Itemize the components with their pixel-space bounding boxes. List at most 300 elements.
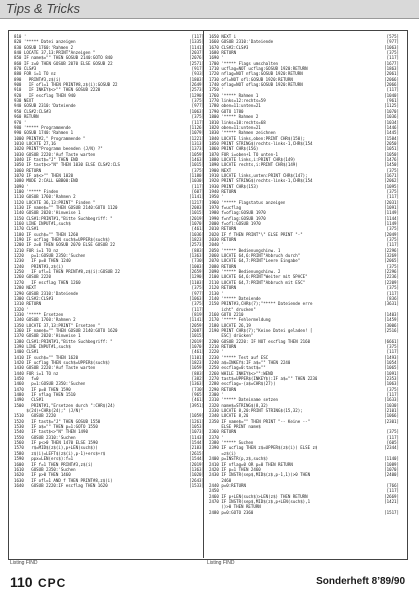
page-header — [0, 0, 419, 19]
code-text: 1120 LOCATE 36,13:PRINT" Finden " — [14, 199, 96, 205]
checksum: [2400] — [384, 472, 399, 478]
code-text: 1200 IF z=0 THEN GOSUB 2070 ELSE GOSUB 22 — [14, 242, 116, 248]
checksum: [3269] — [384, 253, 399, 259]
code-text: 1550 GOSUB 2310:'Suchen — [14, 434, 76, 440]
checksum: [2209] — [384, 279, 399, 285]
checksum: [730] — [191, 386, 204, 392]
code-text: 2480 p=0:GOTO 2360 — [209, 509, 254, 515]
checksum: [1091] — [384, 205, 399, 210]
checksum: [2101] — [384, 408, 399, 414]
code-text: 1360 IF name$="" THEN GOSUB 2140:GOTO 1620 — [14, 327, 118, 333]
checksum: [2516] — [384, 327, 399, 333]
code-text: 2450 ' — [209, 488, 224, 494]
code-text: 1400 CLS#1 — [14, 349, 39, 355]
checksum: [2059] — [189, 322, 204, 328]
checksum: [1450] — [384, 162, 399, 168]
checksum: [117] — [386, 55, 399, 61]
checksum: [819] — [191, 311, 204, 317]
checksum: [1070] — [189, 221, 204, 227]
code-text: 950 CLS#2:CLS#3 — [14, 108, 51, 114]
code-text: 1540 IF tast$<>"N" THEN 1490 — [14, 429, 88, 435]
checksum: [977] — [191, 103, 204, 109]
checksum: [2019] — [189, 215, 204, 221]
code-text: 1080 MODE 2:CALL &BB00:END — [14, 178, 79, 184]
checksum: [3006] — [384, 322, 399, 328]
code-text: 2210 RETURN — [209, 343, 237, 349]
code-text: 1820 oben=11:unten=21 — [209, 124, 261, 130]
checksum: [1030] — [384, 402, 399, 408]
checksum: [375] — [386, 285, 399, 291]
page-number: 110 — [10, 574, 33, 590]
code-text: 1560 IF p<>0 THEN 1470 ELSE 1590 — [14, 440, 98, 446]
code-text: 2080 RETURN — [209, 263, 237, 269]
checksum: [1003] — [189, 263, 204, 269]
checksum: [1126] — [189, 124, 204, 130]
code-text: 1470 IF p=0 THEN 1590 — [14, 386, 71, 392]
checksum: [605] — [386, 440, 399, 446]
code-text: 1840 LOCATE links,oben:PRINT CHR$(150); — [209, 135, 306, 141]
code-text: 2160 GOTO 2210 — [209, 311, 244, 317]
code-text: 2130 ' — [209, 290, 224, 296]
checksum: [375] — [386, 226, 399, 232]
code-text: 1680 RETURN — [209, 50, 237, 56]
checksum: [1079] — [189, 130, 204, 136]
code-text: 1410 IF such$="" THEN 1620 — [14, 354, 79, 360]
code-text: 1730 ofl=NOT ofl:GOSUB 1920:RETURN — [209, 76, 293, 82]
checksum: [1066] — [384, 413, 399, 419]
code-text: 1050 IF tast$<>"N" THEN 1030 ELSE CLS#2:CLS — [14, 162, 120, 168]
checksum: [1823] — [189, 359, 204, 365]
checksum: [1149] — [384, 210, 399, 216]
code-text: 1760 '***** Rahmen 1 — [209, 92, 259, 98]
checksum: [117] — [386, 392, 399, 398]
code-text: 1310 RETURN — [14, 301, 42, 307]
checksum: [375] — [386, 167, 399, 173]
checksum: [2087] — [189, 327, 204, 333]
checksum: [375] — [386, 237, 399, 243]
code-text: 890 PRINT#3,z$(i) — [14, 76, 61, 82]
checksum: [117] — [386, 87, 399, 93]
code-text: 1530 IF a$="" THEN p=1:GOTO 1550 — [14, 424, 98, 430]
code-text: 1480 IF nflag THEN 1510 — [14, 392, 76, 398]
checksum: [382] — [191, 376, 204, 381]
listing-column-right — [209, 34, 399, 554]
code-text: 1340 GOSUB 1760:'Rahmen 2 — [14, 317, 76, 323]
checksum: [1020] — [189, 472, 204, 478]
code-text: 1990 f=nflag:GOSUB 1970 — [209, 215, 266, 221]
code-text: 1810 links=10:rechts=68 — [209, 119, 266, 125]
checksum: [961] — [386, 98, 399, 104]
code-text: 1040 IF tast$="J" THEN END — [14, 156, 79, 162]
code-text: 2170 '***** Fehlermeldung — [209, 317, 271, 323]
checksum: [2353] — [384, 376, 399, 381]
code-text: 980 '***** Programmende — [14, 124, 71, 130]
checksum: [1050] — [384, 151, 399, 157]
checksum: [1493] — [384, 354, 399, 360]
code-text: 2380 '***** Suchen — [209, 440, 254, 446]
checksum: [117] — [386, 349, 399, 355]
checksum: [1070] — [384, 466, 399, 472]
code-text: 1420 IF ucflag THEN such$=UPPER$(such$) — [14, 359, 111, 365]
code-text: 1750 ' — [209, 87, 224, 93]
code-text: 1770 links=12:rechts=59 — [209, 98, 266, 104]
code-text: 1930 PRINT CHR$(153) — [209, 183, 259, 189]
checksum: [766] — [386, 482, 399, 488]
checksum: [1015] — [189, 333, 204, 339]
checksum: [2037] — [189, 50, 204, 56]
checksum: [1677] — [384, 60, 399, 66]
code-text: 2330 LOCATE 8,20:PRINT STRING$(15,32); — [209, 408, 303, 414]
code-text: 1600 IF f=1 THEN PRINT#3,z$(i) — [14, 461, 93, 467]
code-text: 1780 oben=11:unten=21 — [209, 103, 261, 109]
checksum: [375] — [386, 429, 399, 435]
checksum: [1059] — [189, 151, 204, 157]
checksum: [117] — [386, 488, 399, 494]
checksum: [375] — [386, 263, 399, 269]
checksum: [1036] — [384, 114, 399, 120]
checksum: [1180] — [189, 172, 204, 178]
code-text: 900 IF ofl=1 THEN PRINT#8,z$(i):GOSUB 22 — [14, 82, 118, 88]
code-text: 1500 PRINT#1,"Ersetzen durch ":CHR$(24) — [14, 402, 116, 408]
checksum: [1059] — [189, 413, 204, 419]
checksum: [2649] — [189, 82, 204, 88]
code-text: 1880 LOCATE links,i:PRINT CHR$(149) — [209, 156, 296, 162]
code-text: 1920 PRINT STRING$(rechts-links-1,CHR$(154 — [209, 178, 313, 184]
checksum: [1034] — [384, 119, 399, 125]
code-text: 1000 PRINT#2," Programmende " — [14, 135, 86, 141]
code-text: 1640 GOSUB 2220:IF escflag THEN 1620 — [14, 482, 108, 488]
code-text: 1700 '***** Flags umschalten — [209, 60, 279, 66]
code-text: 870 CLS#3 — [14, 66, 37, 72]
code-text: 1690 ' — [209, 55, 224, 61]
code-text: 2470 IF INSTR(sep$,MID$(z$,p+LEN(such$),1 — [209, 498, 311, 504]
code-text: 1950 ' — [209, 194, 224, 200]
checksum: [883] — [191, 247, 204, 253]
code-text: 1650 NEXT i — [209, 34, 237, 39]
checksum: [1030] — [189, 178, 204, 184]
code-text: 2440 p=0:RETURN — [209, 482, 246, 488]
code-text: 1010 LOCATE 27,16 — [14, 140, 56, 146]
code-text: 880 FOR i=1 TO nz — [14, 71, 56, 77]
checksum: [1141] — [189, 317, 204, 323]
code-text: 1100 '***** Finden — [14, 188, 59, 194]
code-text: 2430 IF INSTR(sep$,MID$(z$,p-1,1))>0 THEN — [209, 472, 311, 478]
checksum: [1073] — [189, 429, 204, 435]
checksum: [1544] — [189, 440, 204, 446]
checksum: [1373] — [189, 146, 204, 152]
checksum: [1063] — [384, 44, 399, 50]
checksum: [1143] — [189, 434, 204, 440]
checksum: [375] — [191, 114, 204, 120]
checksum: [375] — [386, 343, 399, 349]
code-text: 1260 GOSUB 2220 — [14, 274, 51, 280]
checksum: [917] — [191, 66, 204, 72]
code-text: 1590 ppx=LEN(ers$):f=1 — [14, 456, 74, 462]
code-text: 930 NEXT — [14, 98, 34, 104]
code-text: 1230 IF p=0 THEN 1240 — [14, 258, 71, 264]
code-text: 1660 GOSUB 2310:'Dateiende — [209, 39, 274, 45]
checksum: [1671] — [384, 172, 399, 178]
code-text: 1290 GOSUB 2310:'Dateiende — [14, 290, 79, 296]
code-text: 2340 LOCATE 8,20 — [209, 413, 249, 419]
code-text: 920 IF escflag THEN 940 — [14, 92, 76, 98]
checksum: [1313] — [189, 140, 204, 146]
checksum: [1290] — [189, 92, 204, 98]
code-text: 1570 r$=MID$(z$(i),p+LEN(such$)) — [14, 445, 98, 451]
code-text: 1740 oflag=NOT oflag:GOSUB 1920:RETURN — [209, 82, 303, 88]
code-text: 1150 CLS#1:PRINT#1,"Bitte Suchbegriff: " — [14, 215, 113, 221]
checksum: [3631] — [384, 301, 399, 307]
code-text: 1970 f=ucflag — [209, 205, 242, 210]
listing-column-left — [14, 34, 204, 554]
checksum: [1459] — [384, 317, 399, 323]
code-text: 2400 p=INSTR(p,z$,such$) — [209, 456, 269, 462]
checksum: [965] — [191, 392, 204, 398]
code-text: 1440 FOR i=1 TO nz — [14, 370, 59, 376]
code-text: 2370 ' — [209, 434, 224, 440]
code-text: 2190 PRINT CHR$(7);"Keine Datei geladen! [ — [209, 327, 313, 333]
code-text: 2350 IF name$="" THEN PRINT "-- Keine --" — [209, 418, 311, 424]
checksum: [1533] — [189, 482, 204, 488]
checksum: [2183] — [189, 445, 204, 451]
code-text: =z$(i) — [209, 450, 237, 456]
checksum: [3951] — [189, 402, 204, 408]
checksum: [1363] — [189, 381, 204, 387]
code-text: 2010 RETURN — [209, 226, 237, 232]
checksum: [2296] — [384, 247, 399, 253]
checksum: [1103] — [189, 279, 204, 285]
checksum: [1063] — [384, 381, 399, 387]
checksum: [1421] — [384, 498, 399, 504]
code-text: 2360 RETURN — [209, 429, 237, 435]
checksum: [1463] — [189, 156, 204, 162]
code-text: 820 '***** Datei anzeigen — [14, 39, 76, 45]
code-text: 2070 LOCATE 64,7:PRINT"Leere Eingabe" — [209, 258, 301, 264]
checksum: [1089] — [384, 461, 399, 467]
code-text: 2270 tast$=UPPER$(INKEY$):IF a$="" THEN 2230 — [209, 376, 318, 381]
checksum: [2062] — [384, 178, 399, 184]
checksum: [2019] — [189, 461, 204, 467]
code-text: 1030 GOSUB 2220:'Auf Taste warten — [14, 151, 96, 157]
code-text: 2310 '***** Dateiname setzen — [209, 397, 279, 403]
code-text: 2300 ' — [209, 392, 224, 398]
code-text: 2050 '***** Bedienungshinw. 1 — [209, 247, 281, 253]
code-text: 1220 p=1:GOSUB 2350:'Suchen — [14, 253, 86, 259]
checksum: [2643] — [189, 477, 204, 483]
checksum: [1015] — [189, 210, 204, 216]
checksum: [1863] — [384, 66, 399, 72]
checksum: [2061] — [384, 71, 399, 77]
code-text: 810 ' — [14, 34, 27, 39]
issue-label: Sonderheft 8’89/90 — [316, 576, 405, 587]
code-text: 1940 RETURN — [209, 188, 237, 194]
code-text: 2260 WHILE INKEY$<>"":WEND — [209, 370, 274, 376]
checksum: [2083] — [189, 205, 204, 210]
checksum: [117] — [386, 242, 399, 248]
checksum: [1059] — [189, 365, 204, 371]
code-text: 1240 PRINT#3,z$(i) — [14, 263, 64, 269]
code-text: 2460 — [209, 477, 232, 483]
code-text: 1330 '***** Ersetzen — [14, 311, 64, 317]
checksum: [1517] — [384, 509, 399, 515]
checksum: [2050] — [384, 140, 399, 146]
checksum: [1036] — [189, 231, 204, 237]
listing-label-left: Listing FIND — [10, 560, 38, 566]
code-text: 830 GOSUB 1760:'Rahmen 2 — [14, 44, 74, 50]
code-text: 1380 CLS#1:PRINT#1,"Bitte Suchbegriff: " — [14, 338, 113, 344]
checksum: [933] — [191, 71, 204, 77]
code-text: 2240 a$=INKEY$:IF a$="" THEN 2240 — [209, 359, 291, 365]
checksum: [117] — [191, 306, 204, 312]
checksum: [2065] — [384, 258, 399, 264]
code-text: 1210 FOR i=1 TO nz — [14, 247, 59, 253]
checksum: [1051] — [384, 146, 399, 152]
checksum: [2659] — [189, 269, 204, 275]
checksum: [117] — [191, 183, 204, 189]
code-text: 1490 CLS#1 — [14, 397, 44, 403]
code-line — [209, 510, 399, 515]
checksum: [375] — [386, 50, 399, 56]
code-text: 1960 '***** Flagstatus anzeigen — [209, 199, 286, 205]
code-text: 1430 GOSUB 2220:'Auf Taste warten — [14, 365, 96, 371]
checksum: [1217] — [189, 199, 204, 205]
checksum: [1584] — [384, 135, 399, 141]
code-text: 1160 LINE INPUT#1,such$ — [14, 221, 71, 227]
code-text: 1720 nflag=NOT nflag:GOSUB 1920:RETURN — [209, 71, 303, 77]
code-text: 2100 LOCATE 64,6:PRINT"Weiter mit SPACE" — [209, 274, 308, 280]
checksum: [1070] — [384, 108, 399, 114]
code-text: ))>0 THEN RETURN — [209, 504, 261, 510]
checksum: [1221] — [189, 135, 204, 141]
checksum: [836] — [386, 295, 399, 301]
checksum: [883] — [191, 370, 204, 376]
checksum: [1335] — [189, 39, 204, 45]
code-text: 2040 ' — [209, 242, 224, 248]
checksum: [117] — [386, 194, 399, 200]
code-text: 2090 '***** Bedienungshinw. 2 — [209, 269, 281, 275]
checksum: [1015] — [189, 162, 204, 168]
code-text: 2200 GOSUB 2220: IF NOT escflag THEN 2160 — [209, 338, 311, 344]
code-text: 1390 LINE INPUT#1,such$ — [14, 343, 71, 349]
code-text: 1170 CLS#1 — [14, 226, 39, 232]
checksum: [1070] — [189, 343, 204, 349]
code-text: 2140 '***** Dateiende — [209, 295, 261, 301]
code-text: 1140 GOSUB 2020:'Hinweise 1 — [14, 210, 81, 216]
checksum: [117] — [191, 119, 204, 125]
checksum: [1141] — [189, 194, 204, 200]
code-text: 1890 LOCATE rechts,i:PRINT CHR$(149) — [209, 162, 298, 168]
checksum: [1125] — [384, 103, 399, 109]
checksum: [1063] — [189, 295, 204, 301]
code-text: 1520 IF tast$="J" THEN GOSUB 1550 — [14, 418, 101, 424]
code-text: 2060 LOCATE 64,6:PRINT"Abbruch durch" — [209, 253, 301, 259]
code-text: 960 RETURN — [14, 114, 39, 120]
code-text: 2030 RETURN — [209, 237, 237, 243]
checksum: [1063] — [189, 108, 204, 114]
code-text: 2460 IF p+LEN(such$)>LEN(z$) THEN RETURN — [209, 493, 308, 499]
checksum: [1803] — [189, 76, 204, 82]
code-text: 2390 IF ucflag THEN z$=UPPER$(z$(i)) ELSE z$ — [209, 445, 318, 451]
code-text: 1070 IF a$<>"" THEN 1020 — [14, 172, 74, 178]
code-text: 1510 GOSUB 2220 — [14, 413, 56, 419]
code-text: 1980 f=oflag:GOSUB 1970 — [209, 210, 266, 216]
checksum: [2615] — [189, 450, 204, 456]
checksum: [1054] — [384, 359, 399, 365]
code-text: 840 LOCATE 37,13:PRINT"Anzeigen " — [14, 50, 96, 56]
checksum: [1363] — [189, 466, 204, 472]
code-text: 2280 escflag=-(a$=CHR$(27)) — [209, 381, 276, 387]
checksum: [2301] — [384, 418, 399, 424]
checksum: [2076] — [189, 55, 204, 61]
code-text: 1130 IF name$="" THEN GOSUB 2140:GOTO 1120 — [14, 205, 118, 210]
code-text: ELSE PRINT name$ — [209, 424, 261, 430]
checksum: [1633] — [384, 397, 399, 403]
code-text: 1250 IF ofl=1 THEN PRINT#8,z$(i):GOSUB 22 — [14, 269, 120, 275]
code-line — [14, 483, 204, 488]
checksum: [977] — [386, 39, 399, 45]
code-text: 2230 '***** Test auf ESC — [209, 354, 269, 360]
code-text: 1630 IF ofl=1 AND f THEN PRINT#8,z$(i) — [14, 477, 113, 483]
code-text: 2150 PRINT#3,CHR$(7);"***** Dateiende erre — [209, 301, 313, 307]
code-text: 1190 IF ucflag THEN such$=UPPER$(such$) — [14, 237, 111, 243]
checksum: [1095] — [384, 183, 399, 189]
code-text: 1280 NEXT — [14, 285, 37, 291]
checksum: [2066] — [384, 82, 399, 88]
checksum: [977] — [191, 290, 204, 296]
checksum: [1363] — [189, 253, 204, 259]
checksum: [117] — [386, 290, 399, 296]
code-text: 2120 RETURN — [209, 285, 237, 291]
checksum: [117] — [191, 34, 204, 39]
checksum: [1544] — [189, 456, 204, 462]
checksum: [1290] — [189, 274, 204, 280]
code-text: 1610 GOSUB 2350:'Suchen — [14, 466, 76, 472]
code-text: 910 IF INKEY$<>"" THEN GOSUB 2220 — [14, 87, 101, 93]
checksum: [1149] — [384, 221, 399, 227]
code-text: 2320 name$=STRING$(8,32) — [209, 402, 269, 408]
code-text: 1710 ucflag=NOT ucflag:GOSUB 1920:RETURN — [209, 66, 308, 72]
code-text: $(24)+CHR$(24);" (J/N)" — [14, 408, 84, 414]
code-text: 1110 GOSUB 1760:'Rahmen 2 — [14, 194, 76, 200]
checksum: [1141] — [189, 44, 204, 50]
checksum: [1101] — [189, 354, 204, 360]
checksum: [375] — [191, 167, 204, 173]
checksum: [375] — [386, 188, 399, 194]
code-text: 1830 '***** Rahmen zeichnen — [209, 130, 276, 136]
checksum: [1403] — [384, 311, 399, 317]
checksum: [2573] — [189, 87, 204, 93]
code-text: 1790 GOTO 1780 — [209, 108, 244, 114]
checksum: [2236] — [384, 274, 399, 280]
code-text: 1300 CLS#2:CLS#3 — [14, 295, 54, 301]
code-text: 1850 PRINT STRING$(rechts-links-1,CHR$(154 — [209, 140, 313, 146]
page-footer — [0, 568, 419, 599]
code-text: 970 ' — [14, 119, 27, 125]
section-title: Tips & Tricks — [6, 1, 81, 16]
code-text: 2410 IF nflag=0 OR p=0 THEN RETURN — [209, 461, 293, 467]
checksum: [1476] — [384, 156, 399, 162]
checksum: [1261] — [189, 418, 204, 424]
code-text: 1270 IF escflag THEN 1260 — [14, 279, 81, 285]
code-text: 2420 IF p=1 THEN 2460 — [209, 466, 261, 472]
checksum: [2019] — [189, 338, 204, 344]
code-text: 1620 IF p>0 THEN 1460 — [14, 472, 71, 478]
code-text: 1580 z$(i)=LEFT$(z$(i),p-1)+ers$+r$ — [14, 450, 106, 456]
checksum: [2049] — [384, 231, 399, 237]
code-text: ESC] drücken" — [209, 333, 254, 339]
checksum: [2031] — [384, 199, 399, 205]
code-text: 1320 ' — [14, 306, 29, 312]
